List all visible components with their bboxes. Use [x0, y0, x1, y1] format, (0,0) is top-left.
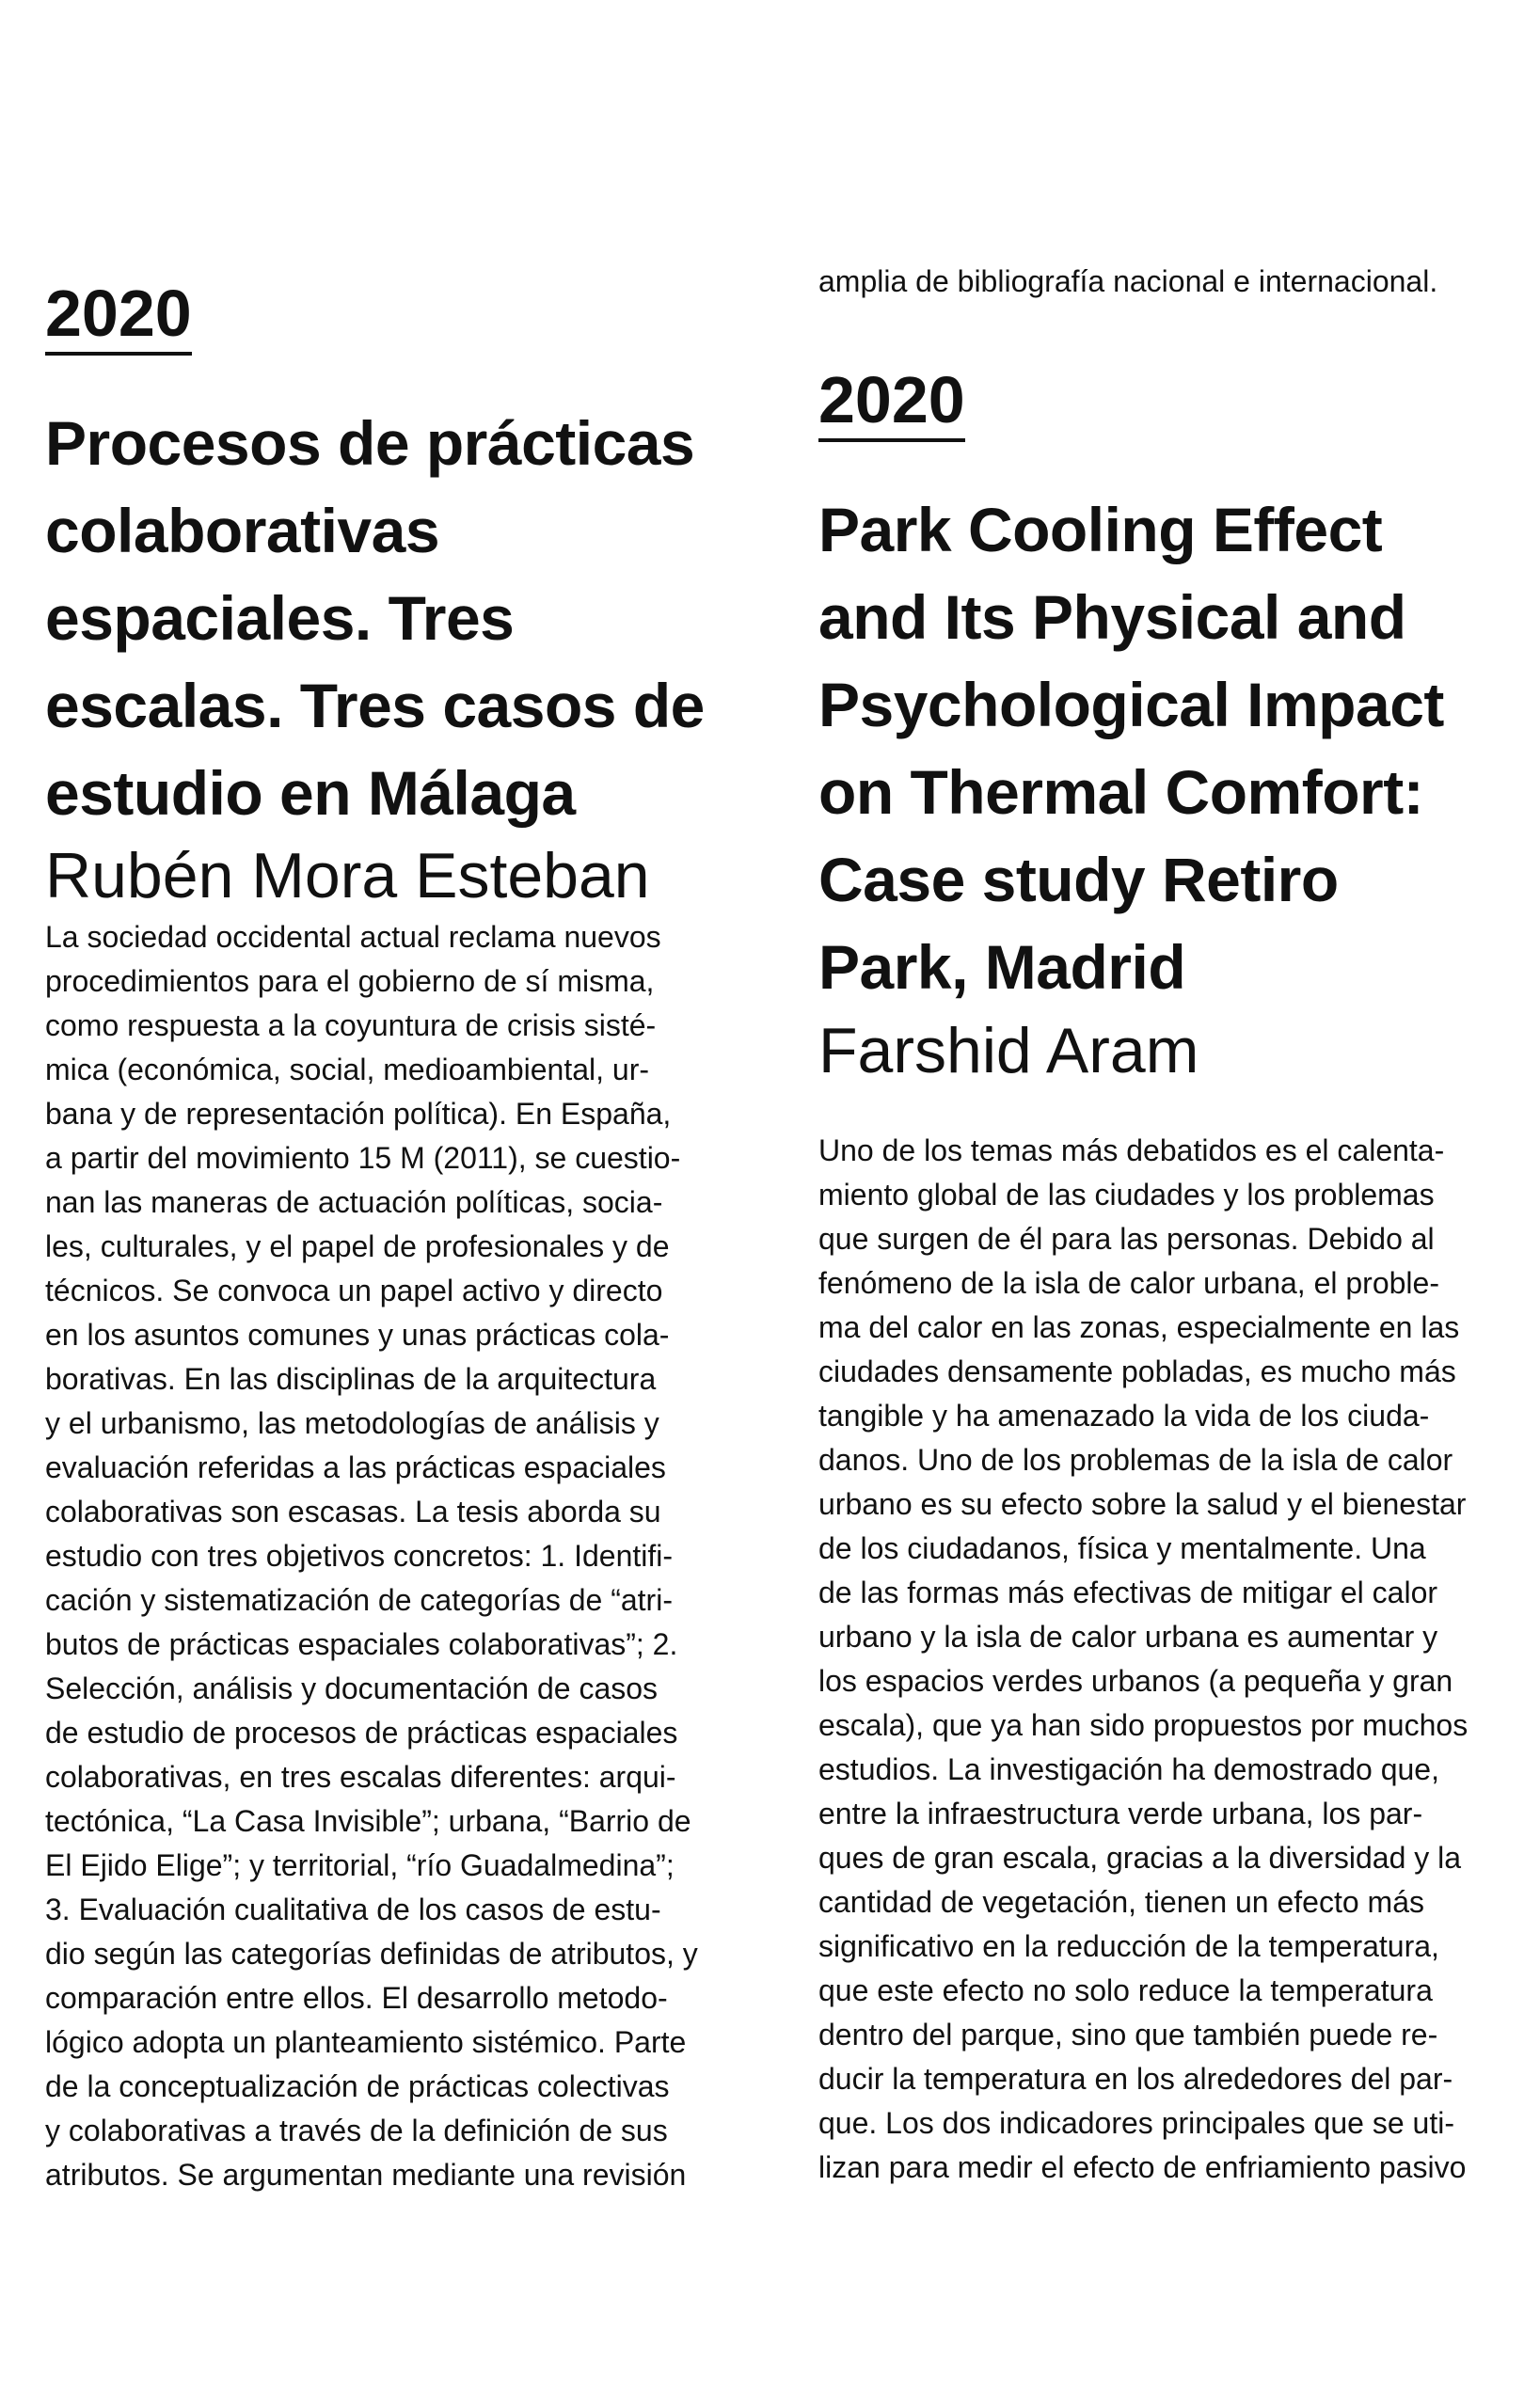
text-line: escala), que ya han sido propuestos por muchos — [818, 1708, 1469, 1742]
text-line: cantidad de vegetación, tienen un efecto más — [818, 1885, 1424, 1919]
text-line: en los asuntos comunes y unas prácticas cola- — [45, 1318, 670, 1352]
title-line: Psychological Impact — [818, 670, 1444, 739]
text-line: ducir la temperatura en los alrededores del par- — [818, 2062, 1453, 2096]
text-line: y el urbanismo, las metodologías de análisis y — [45, 1406, 659, 1440]
title-line: escalas. Tres casos de — [45, 671, 705, 740]
text-line: ques de gran escala, gracias a la diversidad y la — [818, 1841, 1462, 1875]
text-line: técnicos. Se convoca un papel activo y directo — [45, 1274, 663, 1307]
text-line: ma del calor en las zonas, especialmente en las — [818, 1310, 1460, 1344]
text-line: de la conceptualización de prácticas colectivas — [45, 2069, 670, 2103]
text-line: Uno de los temas más debatidos es el calenta- — [818, 1133, 1445, 1167]
text-line: los espacios verdes urbanos (a pequeña y gran — [818, 1664, 1453, 1698]
title-line: Park Cooling Effect — [818, 495, 1383, 564]
text-line: y colaborativas a través de la definición de sus — [45, 2114, 668, 2147]
text-line: entre la infraestructura verde urbana, los par- — [818, 1797, 1423, 1830]
text-line: colaborativas son escasas. La tesis aborda su — [45, 1495, 661, 1529]
article-title — [818, 486, 1496, 1011]
year-heading: 2020 — [45, 280, 192, 356]
text-line: danos. Uno de los problemas de la isla de calor — [818, 1443, 1453, 1477]
text-line: bana y de representación política). En España, — [45, 1097, 672, 1131]
title-line: Park, Madrid — [818, 932, 1186, 1002]
text-line: La sociedad occidental actual reclama nuevos — [45, 920, 661, 954]
title-line: on Thermal Comfort: — [818, 757, 1424, 827]
article-title — [45, 400, 741, 837]
text-line: a partir del movimiento 15 M (2011), se cuestio- — [45, 1141, 681, 1175]
title-line: estudio en Málaga — [45, 758, 576, 828]
title-line: Case study Retiro — [818, 845, 1339, 914]
text-line: de estudio de procesos de prácticas espaciales — [45, 1716, 678, 1750]
text-line: comparación entre ellos. El desarrollo metodo- — [45, 1981, 668, 2015]
text-line: El Ejido Elige”; y territorial, “río Guadalmedina”; — [45, 1848, 675, 1882]
text-line: atributos. Se argumentan mediante una revisión — [45, 2158, 687, 2192]
continued-text — [818, 260, 1437, 304]
text-line: butos de prácticas espaciales colaborativas”; 2. — [45, 1627, 678, 1661]
text-line: dentro del parque, sino que también puede re- — [818, 2018, 1438, 2052]
text-line: miento global de las ciudades y los problemas — [818, 1178, 1435, 1212]
title-line: espaciales. Tres — [45, 583, 515, 653]
text-line: significativo en la reducción de la temperatura, — [818, 1929, 1439, 1963]
text-line: tectónica, “La Casa Invisible”; urbana, “Barrio de — [45, 1804, 691, 1838]
text-line: borativas. En las disciplinas de la arquitectura — [45, 1362, 657, 1396]
text-line: lógico adopta un planteamiento sistémico. Parte — [45, 2025, 687, 2059]
text-line: 3. Evaluación cualitativa de los casos de estu- — [45, 1893, 661, 1926]
text-line: que surgen de él para las personas. Debido al — [818, 1222, 1435, 1256]
text-line: que este efecto no solo reduce la temperatura — [818, 1973, 1433, 2007]
text-line: tangible y ha amenazado la vida de los ciuda- — [818, 1399, 1430, 1433]
abstract-text — [45, 915, 698, 2197]
text-line: cación y sistematización de categorías de “atri- — [45, 1583, 673, 1617]
title-line: colaborativas — [45, 496, 440, 565]
text-line: estudio con tres objetivos concretos: 1. Identifi- — [45, 1539, 674, 1573]
text-line: lizan para medir el efecto de enfriamiento pasivo — [818, 2150, 1467, 2184]
text-line: procedimientos para el gobierno de sí misma, — [45, 964, 655, 998]
text-line: que. Los dos indicadores principales que se uti- — [818, 2106, 1454, 2140]
abstract-text — [818, 1129, 1468, 2190]
text-line: evaluación referidas a las prácticas espaciales — [45, 1450, 666, 1484]
text-line: les, culturales, y el papel de profesionales y de — [45, 1229, 670, 1263]
text-line: mica (económica, social, medioambiental, ur- — [45, 1053, 650, 1086]
text-line: estudios. La investigación ha demostrado que, — [818, 1752, 1439, 1786]
text-line: dio según las categorías definidas de atributos, y — [45, 1937, 698, 1971]
author-name: Farshid Aram — [818, 1015, 1199, 1086]
text-line: urbano y la isla de calor urbana es aumentar y — [818, 1620, 1438, 1654]
text-line: como respuesta a la coyuntura de crisis sisté- — [45, 1008, 657, 1042]
text-line: colaborativas, en tres escalas diferentes: arqui- — [45, 1760, 676, 1794]
text-line: de las formas más efectivas de mitigar el calor — [818, 1576, 1438, 1609]
text-line: nan las maneras de actuación políticas, socia- — [45, 1185, 663, 1219]
text-line: urbano es su efecto sobre la salud y el bienestar — [818, 1487, 1467, 1521]
year-heading: 2020 — [818, 367, 965, 442]
text-line: Selección, análisis y documentación de casos — [45, 1671, 659, 1705]
text-line: amplia de bibliografía nacional e internacional. — [818, 264, 1438, 298]
text-line: de los ciudadanos, física y mentalmente. Una — [818, 1531, 1426, 1565]
title-line: and Its Physical and — [818, 582, 1406, 652]
title-line: Procesos de prácticas — [45, 408, 695, 478]
text-line: fenómeno de la isla de calor urbana, el proble- — [818, 1266, 1439, 1300]
text-line: ciudades densamente pobladas, es mucho más — [818, 1354, 1456, 1388]
author-name: Rubén Mora Esteban — [45, 840, 650, 911]
